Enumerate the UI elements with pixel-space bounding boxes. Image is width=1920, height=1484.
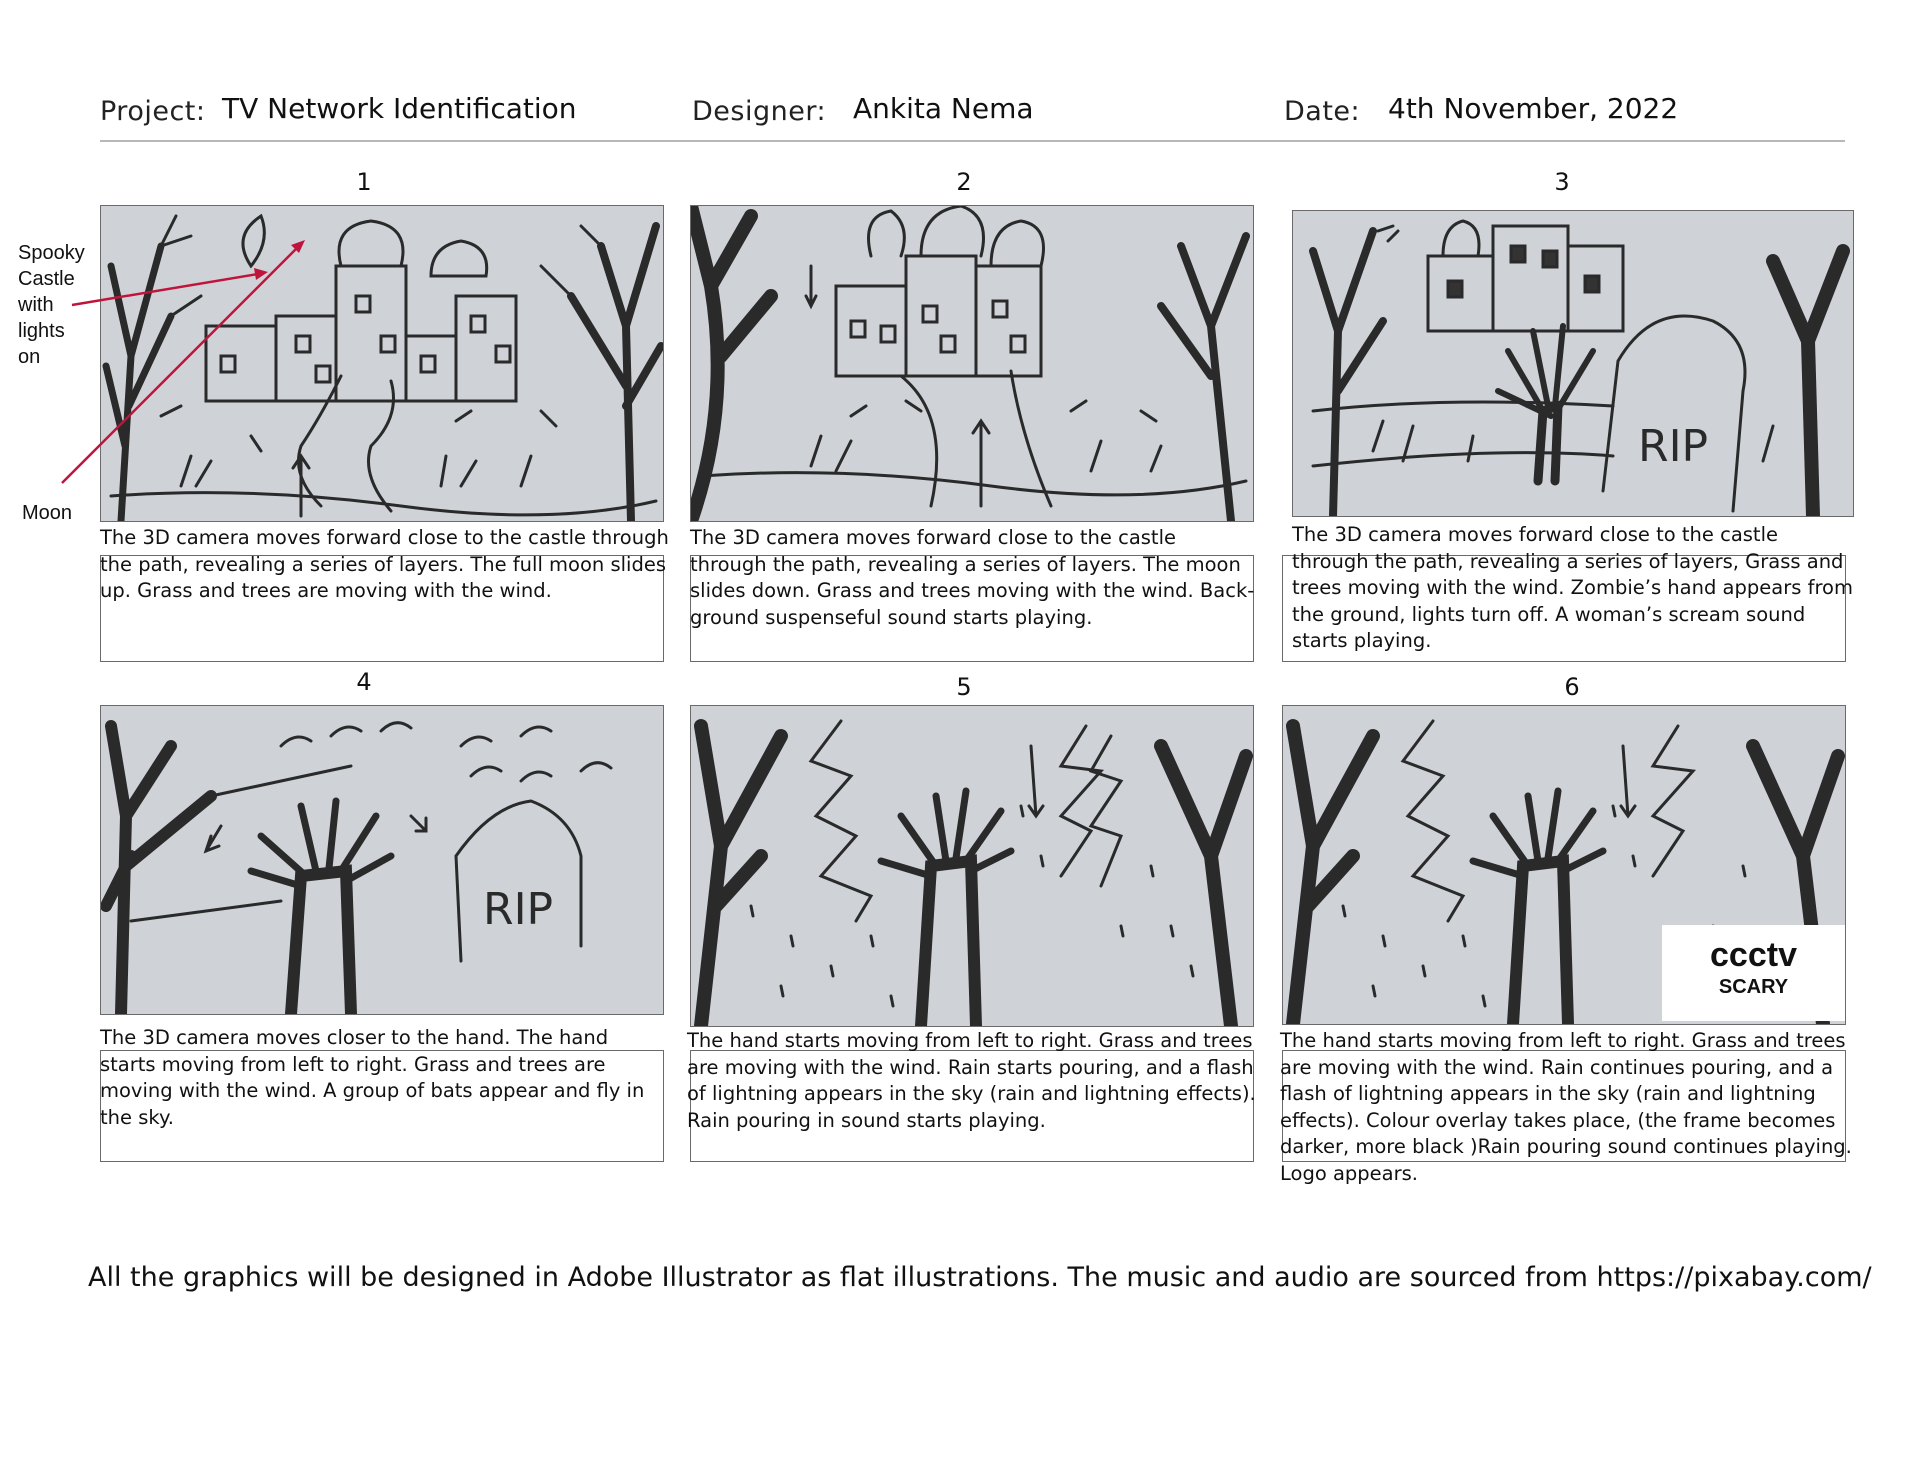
designer-label: Designer:: [692, 96, 827, 127]
desc-line: The hand starts moving from left to right. Grass and trees: [1280, 1029, 1846, 1052]
lightning-icon: [811, 721, 871, 921]
desc-line: The 3D camera moves forward close to the castle through: [100, 526, 669, 549]
panel-4-description: [100, 1025, 644, 1131]
panel-5-description: [687, 1028, 1256, 1134]
panel-2-sketch: [690, 205, 1254, 522]
wind-arrows: [206, 826, 221, 851]
panel-3-sketch: [1292, 210, 1854, 517]
castle-annotation-line: Castle: [18, 268, 75, 290]
desc-line: through the path, revealing a series of layers. The moon: [690, 552, 1241, 576]
desc-line: trees moving with the wind. Zombie’s hand appears from: [1292, 576, 1853, 599]
bare-tree-icon: [1293, 726, 1373, 1024]
panel-6-description: [1280, 1028, 1852, 1187]
desc-line: the path, revealing a series of layers. The full moon slides: [100, 552, 667, 576]
path-line: [901, 371, 1051, 506]
moon-pointer-arrow: [62, 245, 300, 483]
rip-text: RIP: [1638, 421, 1709, 472]
arrow-down-icon: [1029, 746, 1043, 816]
desc-line: The hand starts moving from left to right. Grass and trees: [687, 1029, 1253, 1052]
castle-annotation-line: Spooky: [18, 242, 85, 264]
ground-line: [131, 901, 281, 921]
annotation-arrows: [0, 0, 400, 520]
panel-6-number: 6: [1564, 673, 1580, 701]
desc-line: The 3D camera moves closer to the hand. The hand: [100, 1026, 609, 1049]
lightning-icon: [1091, 736, 1121, 886]
desc-line: flash of lightning appears in the sky (rain and lightning: [1280, 1082, 1816, 1105]
panel-4-sketch: [100, 705, 664, 1015]
ground-line: [701, 473, 1246, 495]
desc-line: darker, more black )Rain pouring sound continues playing.: [1280, 1135, 1852, 1158]
desc-line: are moving with the wind. Rain starts pouring, and a flash: [687, 1055, 1254, 1079]
lightning-icon: [1653, 726, 1693, 876]
desc-line: starts moving from left to right. Grass and trees are: [100, 1052, 606, 1076]
grass-icon: [811, 436, 1161, 471]
date-value: 4th November, 2022: [1388, 92, 1679, 125]
lightning-icon: [1403, 721, 1463, 921]
desc-line: Logo appears.: [1280, 1161, 1418, 1185]
zombie-hand-icon: [251, 801, 391, 1014]
tree-trunk-icon: [1773, 251, 1843, 516]
desc-line: Rain pouring in sound starts playing.: [687, 1108, 1046, 1132]
project-value: TV Network Identification: [222, 92, 577, 125]
panel-5-sketch: [690, 705, 1254, 1027]
date-label: Date:: [1284, 96, 1361, 127]
bare-tree-icon: [701, 726, 781, 1026]
castle-icon: [836, 206, 1044, 376]
designer-value: Ankita Nema: [853, 92, 1034, 125]
branch-line: [211, 766, 351, 796]
panel-4-number: 4: [356, 668, 372, 696]
logo-wordmark: ccctv: [1710, 936, 1797, 974]
tombstone-icon: [1603, 316, 1745, 511]
desc-line: moving with the wind. A group of bats appear and fly in: [100, 1079, 645, 1102]
lightning-icon: [1061, 726, 1101, 876]
desc-line: the ground, lights turn off. A woman’s scream sound: [1292, 602, 1806, 626]
bare-tree-icon: [106, 726, 211, 1014]
tree-trunk-icon: [1161, 746, 1246, 1026]
project-label: Project:: [100, 96, 206, 127]
arrow-down-icon: [1621, 746, 1635, 816]
panel-2-description: [690, 525, 1254, 631]
desc-line: effects). Colour overlay takes place, (the frame becomes: [1280, 1108, 1836, 1132]
desc-line: of lightning appears in the sky (rain and lightning effects).: [687, 1082, 1256, 1105]
logo-tagline: SCARY: [1718, 976, 1789, 998]
bare-tree-icon: [1161, 236, 1246, 521]
panel-5-number: 5: [956, 673, 972, 701]
castle-annotation-line: on: [18, 346, 41, 368]
bat-icon: [281, 723, 611, 781]
castle-annotation-line: with: [18, 294, 54, 316]
rip-text: RIP: [483, 884, 554, 935]
desc-line: slides down. Grass and trees moving with the wind. Back-: [690, 579, 1255, 602]
wind-arrows: [1378, 226, 1398, 241]
wind-arrows: [851, 401, 1156, 421]
desc-line: starts playing.: [1292, 629, 1432, 652]
tombstone-icon: [456, 801, 581, 961]
panel-1-number: 1: [356, 168, 372, 196]
castle-annotation-line: lights: [18, 320, 65, 342]
desc-line: through the path, revealing a series of layers, Grass and: [1292, 549, 1844, 573]
panel-3-description: [1292, 522, 1853, 655]
arrow-down-icon: [806, 266, 816, 306]
arrow-up-icon: [973, 421, 989, 506]
desc-line: The 3D camera moves forward close to the castle: [690, 526, 1176, 549]
footer-note: All the graphics will be designed in Adobe Illustrator as flat illustrations. The music and audio are sourced from https://pixabay.com/: [88, 1262, 1872, 1293]
moon-annotation: Moon: [22, 502, 73, 524]
wind-arrows: [411, 816, 426, 831]
castle-pointer-arrow: [72, 273, 264, 305]
desc-line: the sky.: [100, 1105, 174, 1129]
zombie-hand-icon: [881, 791, 1011, 1026]
desc-line: The 3D camera moves forward close to the castle: [1292, 523, 1778, 546]
desc-line: up. Grass and trees are moving with the wind.: [100, 579, 552, 602]
bare-tree-icon: [1313, 231, 1383, 516]
bare-tree-icon: [541, 226, 661, 521]
ground-line: [1313, 402, 1613, 466]
panel-2-number: 2: [956, 168, 972, 196]
desc-line: are moving with the wind. Rain continues pouring, and a: [1280, 1055, 1834, 1079]
panel-3-number: 3: [1554, 168, 1570, 196]
panel-1-description: [100, 525, 669, 605]
channel-logo: [1662, 925, 1845, 1021]
desc-line: ground suspenseful sound starts playing.: [690, 605, 1093, 629]
zombie-hand-icon: [1473, 791, 1603, 1024]
castle-icon: [1428, 221, 1623, 331]
